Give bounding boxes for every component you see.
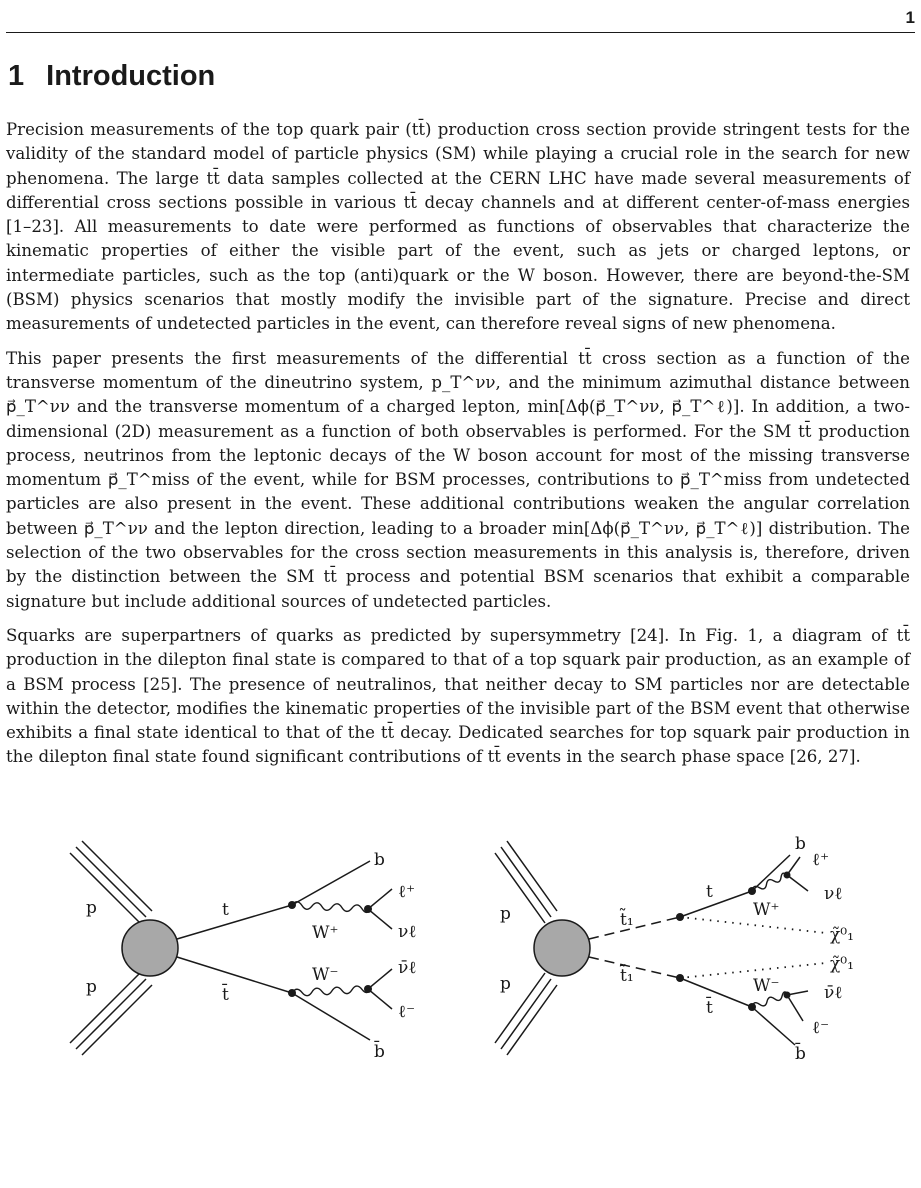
interaction-blob: [122, 920, 178, 976]
section-heading: [8, 60, 215, 93]
label-lplus-bsm: ℓ⁺: [812, 850, 830, 870]
label-p-bottom: p: [86, 977, 97, 997]
label-b: b: [374, 850, 385, 870]
label-bbar-bsm: b̄: [795, 1044, 806, 1064]
paragraph-3: Squarks are superpartners of quarks as predicted by supersymmetry [24]. In Fig. 1, a diagram of tt̄ production in the dilepton final state is compared to that of a top squark pair production, as an example of a BSM process [25]. The presence of neutralinos, that neither decay to SM particles nor are detectable within the detector, modifies the kinematic properties of the invisible part of the BSM event that otherwise exhibits a final state identical to that of the tt̄ decay. Dedicated searches for top squark pair production in the dilepton final state found significant contributions of tt̄ events in the search phase space [26, 27].: [6, 625, 910, 767]
interaction-blob-bsm: [534, 920, 590, 976]
label-wminus: W⁻: [312, 965, 339, 985]
label-p-top: p: [86, 898, 97, 918]
label-chi-bottom: χ̃⁰₁: [830, 954, 854, 974]
header-rule: [6, 32, 915, 33]
label-p-bottom-bsm: p: [500, 974, 511, 994]
label-tbar: t̄: [222, 985, 229, 1005]
label-lminus-bsm: ℓ⁻: [812, 1018, 830, 1038]
body-text: [6, 118, 910, 780]
label-t: t: [222, 900, 229, 920]
label-tbar-bsm: t̄: [706, 998, 713, 1018]
label-stopbar: t̃̄₁: [620, 966, 634, 986]
label-nubar: ν̄ℓ: [398, 958, 417, 978]
page-number: 1: [905, 8, 915, 27]
diagram-right: [495, 835, 854, 1064]
label-chi-top: χ̃⁰₁: [830, 925, 854, 945]
label-wplus-bsm: W⁺: [753, 900, 780, 920]
label-p-top-bsm: p: [500, 904, 511, 924]
label-t-bsm: t: [706, 882, 713, 902]
label-nu-bsm: νℓ: [824, 884, 843, 904]
label-nubar-bsm: ν̄ℓ: [824, 983, 843, 1003]
label-wplus: W⁺: [312, 923, 339, 943]
label-lminus: ℓ⁻: [398, 1002, 416, 1022]
label-lplus: ℓ⁺: [398, 882, 416, 902]
section-number: 1: [8, 60, 25, 92]
paragraph-1: Precision measurements of the top quark pair (tt̄) production cross section provide stringent tests for the validity of the standard model of particle physics (SM) while playing a crucial role in the search for new phenomena. The large tt̄ data samples collected at the CERN LHC have made several measurements of differential cross sections possible in various tt̄ decay channels and at different center-of-mass energies [1–23]. All measurements to date were performed as functions of observables that characterize the kinematic properties of either the visible part of the event, such as jets or charged leptons, or intermediate particles, such as the top (anti)quark or the W boson. However, there are beyond-the-SM (BSM) physics scenarios that mostly modify the invisible part of the signature. Precise and direct measurements of undetected particles in the event, can therefore reveal signs of new phenomena.: [6, 120, 910, 334]
feynman-diagrams: [0, 835, 921, 1188]
label-bbar: b̄: [374, 1042, 385, 1062]
diagram-left: [70, 841, 416, 1062]
label-wminus-bsm: W⁻: [753, 976, 780, 996]
label-b-bsm: b: [795, 835, 806, 854]
section-title: Introduction: [46, 60, 216, 92]
label-stop: t̃₁: [620, 910, 634, 930]
paragraph-2: This paper presents the first measurements of the differential tt̄ cross section as a function of the transverse momentum of the dineutrino system, p_T^νν, and the minimum azimuthal distance between p⃗_T^νν and the transverse momentum of a charged lepton, min[Δϕ(p⃗_T^νν, p⃗_T^ℓ)]. In addition, a two-dimensional (2D) measurement as a function of both observables is performed. For the SM tt̄ production process, neutrinos from the leptonic decays of the W boson account for most of the missing transverse momentum p⃗_T^miss of the event, while for BSM processes, contributions to p⃗_T^miss from undetected particles are also present in the event. These additional contributions weaken the angular correlation between p⃗_T^νν and the lepton direction, leading to a broader min[Δϕ(p⃗_T^νν, p⃗_T^ℓ)] distribution. The selection of the two observables for the cross section measurements in this analysis is, therefore, driven by the distinction between the SM tt̄ process and potential BSM scenarios that exhibit a comparable signature but include additional sources of undetected particles.: [6, 348, 910, 611]
figure-1: [0, 835, 921, 1188]
label-nu: νℓ: [398, 922, 417, 942]
